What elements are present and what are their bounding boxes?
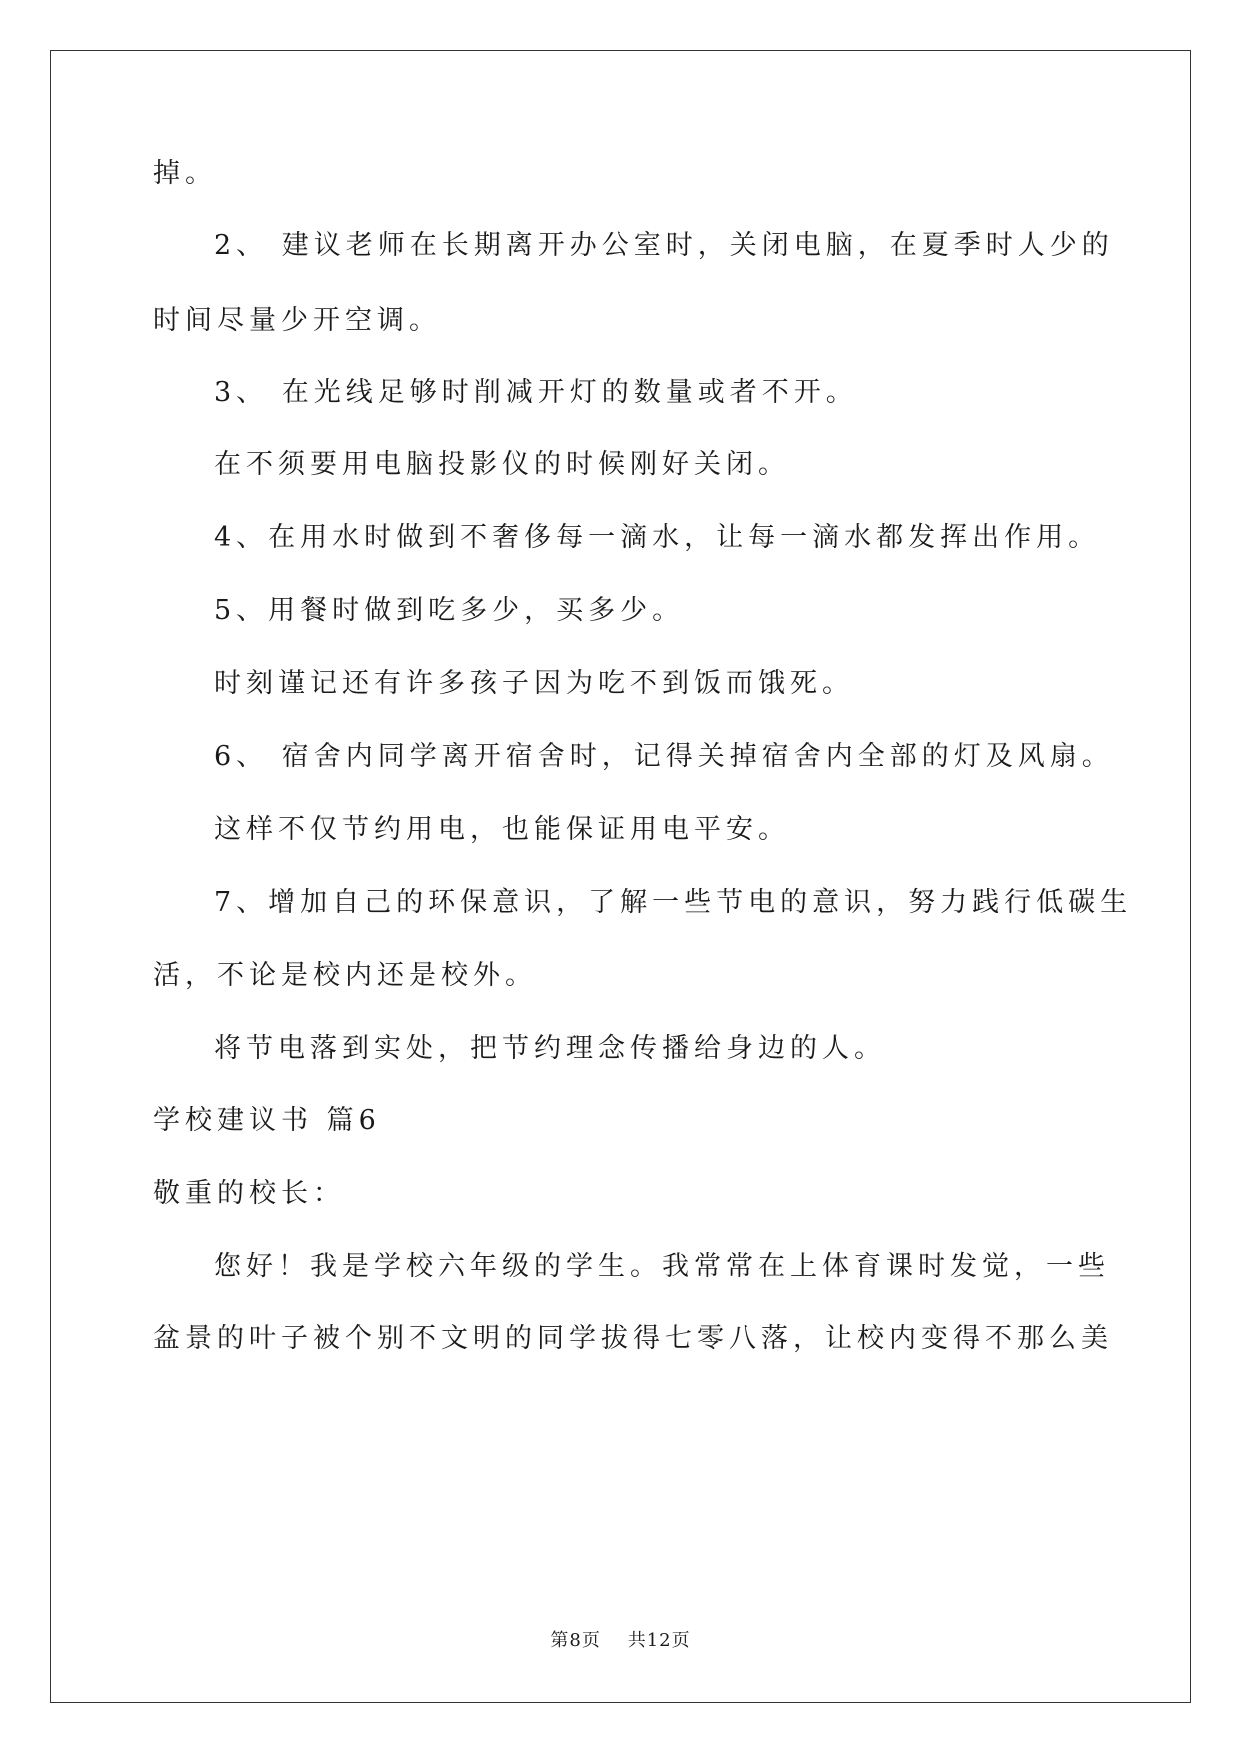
text-line-body-1: 您好！我是学校六年级的学生。我常常在上体育课时发觉，一些 [214, 1251, 1110, 1282]
page-border [50, 50, 1191, 1703]
text-line-item-3: 3、 在光线足够时削减开灯的数量或者不开。 [214, 377, 858, 408]
text-line-item-4: 4、在用水时做到不奢侈每一滴水，让每一滴水都发挥出作用。 [214, 522, 1101, 553]
text-line-item-6: 6、 宿舍内同学离开宿舍时，记得关掉宿舍内全部的灯及风扇。 [214, 741, 1114, 772]
text-line-closing: 将节电落到实处，把节约理念传播给身边的人。 [214, 1033, 886, 1064]
text-line-item-2-continued: 时间尽量少开空调。 [153, 305, 441, 336]
text-line-continuation: 掉。 [153, 158, 217, 189]
text-line-item-3-note: 在不须要用电脑投影仪的时候刚好关闭。 [214, 449, 790, 480]
text-line-item-5-note: 时刻谨记还有许多孩子因为吃不到饭而饿死。 [214, 668, 854, 699]
text-line-item-6-note: 这样不仅节约用电，也能保证用电平安。 [214, 814, 790, 845]
salutation: 敬重的校长： [153, 1178, 345, 1209]
text-line-item-5: 5、用餐时做到吃多少，买多少。 [214, 595, 685, 626]
text-line-item-7-continued: 活，不论是校内还是校外。 [153, 960, 537, 991]
text-line-item-2: 2、 建议老师在长期离开办公室时，关闭电脑，在夏季时人少的 [214, 230, 1114, 261]
text-line-body-2: 盆景的叶子被个别不文明的同学拔得七零八落，让校内变得不那么美 [153, 1323, 1113, 1354]
section-heading: 学校建议书 篇6 [153, 1105, 381, 1136]
text-line-item-7: 7、增加自己的环保意识，了解一些节电的意识，努力践行低碳生 [214, 887, 1133, 918]
page-number-footer: 第8页 共12页 [550, 1630, 691, 1651]
